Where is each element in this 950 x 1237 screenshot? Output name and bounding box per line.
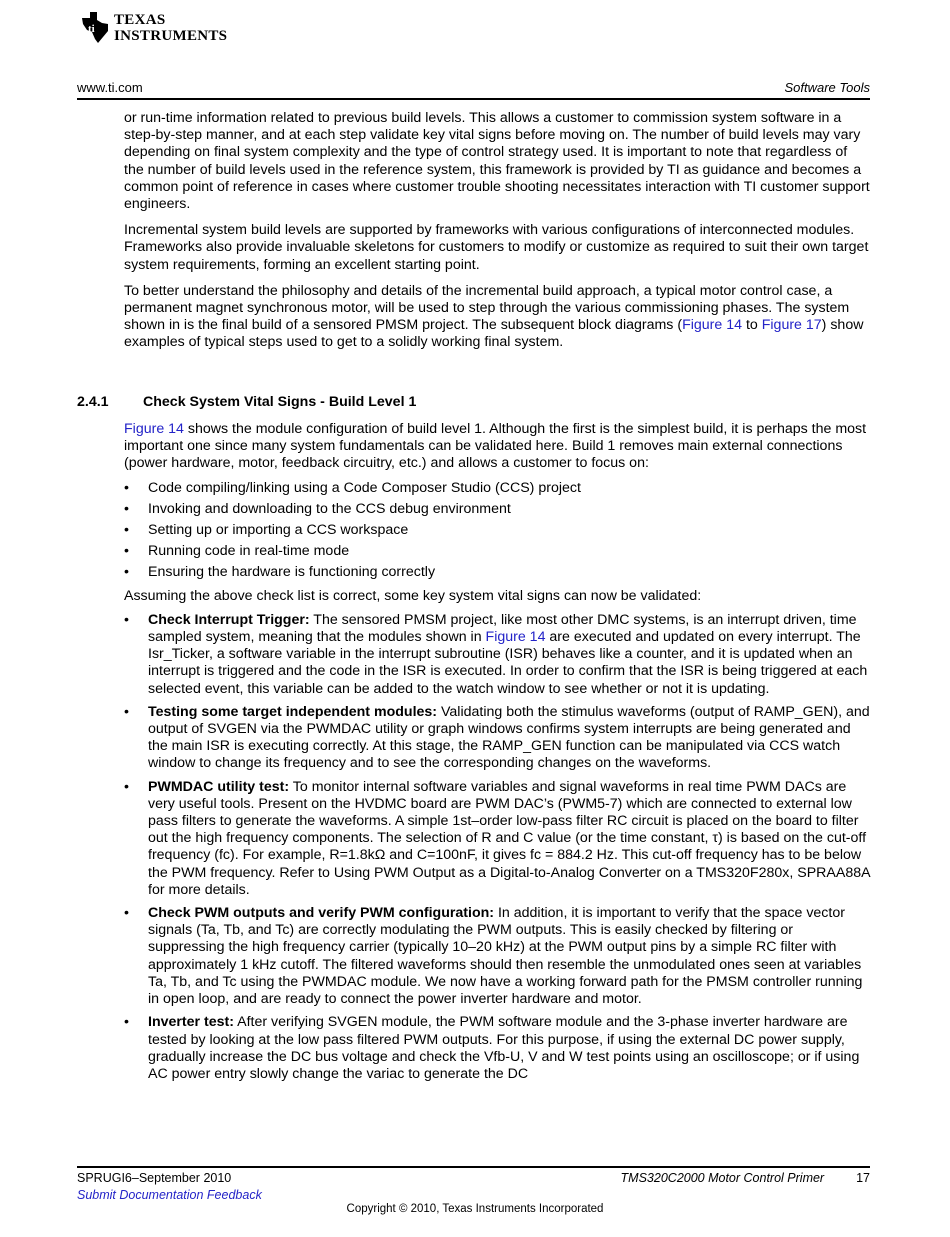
footer-doc-title: TMS320C2000 Motor Control Primer <box>620 1171 825 1185</box>
footer-doc-id: SPRUGI6–September 2010 <box>77 1171 232 1185</box>
body-text <box>124 110 870 361</box>
intro-paragraph <box>124 421 870 473</box>
bullet: • <box>124 905 129 922</box>
vital-sign-item <box>124 905 870 1008</box>
checklist <box>124 480 870 582</box>
vital-sign-item <box>124 704 870 773</box>
logo-line-2: INSTRUMENTS <box>114 28 228 44</box>
checklist-item <box>124 480 870 497</box>
checklist-item-text: Running code in real-time mode <box>148 543 350 560</box>
intro-text: shows the module configuration of build level 1. Although the first is the simplest build, it is perhaps the most important one since many system fundamentals can be validated here. Build 1 removes main external connections (power hardware, motor, feedback circuitry, etc.) and allows a customer to focus on: <box>124 421 867 472</box>
checklist-item-text: Code compiling/linking using a Code Composer Studio (CCS) project <box>148 479 581 496</box>
header-rule <box>77 98 870 100</box>
paragraph-3-text-b: to <box>742 317 762 334</box>
vital-sign-item <box>124 1014 870 1083</box>
item-text-b: are executed and updated on every interrupt. The Isr_Ticker, a software variable in the interrupt subroutine (ISR) behaves like a counter, and it is updated when an interrupt is triggered and the code in the ISR is executed. In order to confirm that the ISR is being triggered at each selected event, this variable can be added to the watch window to see whether or not it is updating. <box>148 629 868 697</box>
section-number: 2.4.1 <box>77 394 109 410</box>
bullet: • <box>124 703 129 720</box>
vital-sign-item <box>124 779 870 899</box>
checklist-item <box>124 522 870 539</box>
item-figure-14-link[interactable]: Figure 14 <box>485 629 546 646</box>
bullet: • <box>124 543 129 560</box>
item-text: In addition, it is important to verify that the space vector signals (Ta, Tb, and Tc) are correctly modulating the PWM outputs. This is easily checked by filtering or suppressing the high frequency carrier (typically 10–20 kHz) at the PWM output pins by a simple RC filter with approximately 1 kHz cutoff. The filtered waveforms should then resemble the unmodulated ones seen at variables Ta, Tb, and Tc using the PWMDAC module. We now have a working forward path for the PMSM controller running in open loop, and are ready to connect the power inverter hardware and motor. <box>148 905 863 1008</box>
item-title: PWMDAC utility test: <box>148 778 290 795</box>
paragraph-3-text-c: ) show examples of typical steps used to get to a solidly working final system. <box>124 317 864 351</box>
checklist-item-text: Ensuring the hardware is functioning correctly <box>148 564 436 581</box>
vital-signs-list <box>124 612 870 1083</box>
item-title: Check Interrupt Trigger: <box>148 611 310 628</box>
header-section: Software Tools <box>784 80 870 95</box>
footer-rule <box>77 1166 870 1168</box>
section-heading <box>77 394 416 410</box>
figure-17-link[interactable]: Figure 17 <box>761 317 822 334</box>
page-number: 17 <box>856 1171 870 1185</box>
checklist-item-text: Invoking and downloading to the CCS debug environment <box>148 500 511 517</box>
svg-text:ti: ti <box>88 23 95 35</box>
item-text: The sensored PMSM project, like most other DMC systems, is an interrupt driven, time sampled system, meaning that the modules shown in <box>148 611 857 646</box>
bullet: • <box>124 500 129 517</box>
item-title: Testing some target independent modules: <box>148 703 438 720</box>
paragraph-3-text-a: To better understand the philosophy and details of the incremental build approach, a typical motor control case, a permanent magnet synchronous motor, will be used to step through the various commissioning phases. The system shown in is the final build of a sensored PMSM project. The subsequent block diagrams ( <box>124 282 850 334</box>
paragraph-1: or run-time information related to previous build levels. This allows a customer to commission system software in a step-by-step manner, and at each step validate key vital signs before moving on. The number of build levels may vary depending on final system complexity and the type of control strategy used. It is important to note that regardless of the number of build levels used in the reference system, this framework is provided by TI as guidance and becomes a common point of reference in cases where customer trouble shooting necessitates interaction with TI customer support engineers. <box>124 110 870 213</box>
copyright: Copyright © 2010, Texas Instruments Incorporated <box>346 1203 604 1215</box>
paragraph-3 <box>124 283 870 352</box>
bullet: • <box>124 522 129 539</box>
texas-state-icon <box>80 12 110 44</box>
logo-line-1: TEXAS <box>114 12 166 28</box>
checklist-item <box>124 501 870 518</box>
item-title: Inverter test: <box>148 1014 234 1031</box>
bullet: • <box>124 479 129 496</box>
ti-logo <box>80 12 227 44</box>
figure-14-link[interactable]: Figure 14 <box>682 317 743 334</box>
bullet: • <box>124 1014 129 1031</box>
item-text: After verifying SVGEN module, the PWM software module and the 3-phase inverter hardware are tested by looking at the low pass filtered PWM outputs. For this purpose, if using the external DC power supply, gradually increase the DC bus voltage and check the Vfb-U, V and W test points using an oscilloscope; or if using AC power entry slowly change the variac to generate the DC <box>148 1014 860 1082</box>
assume-paragraph: Assuming the above check list is correct, some key system vital signs can now be validated: <box>124 587 702 604</box>
section-body <box>124 421 870 1089</box>
item-text: To monitor internal software variables and signal waveforms in real time PWM DACs are very useful tools. Present on the HVDMC board are PWM DAC’s (PWM5-7) which are connected to external low pass filters to generate the waveforms. A simple 1st–order low-pass filter RC circuit is placed on the board to filter out the high frequency components. The selection of R and C value (or the time constant, τ) is based on the cut-off frequency (fc). For example, R=1.8kΩ and C=100nF, it gives fc = 884.2 Hz. This cut-off frequency has to be below the PWM frequency. Refer to Using PWM Output as a Digital-to-Analog Converter on a TMS320F280x, SPRAA88A for more details. <box>148 778 870 898</box>
header-website: www.ti.com <box>77 80 143 95</box>
bullet: • <box>124 611 129 628</box>
checklist-item-text: Setting up or importing a CCS workspace <box>148 522 409 539</box>
section-title: Check System Vital Signs - Build Level 1 <box>143 394 417 410</box>
ti-wordmark <box>114 12 227 44</box>
checklist-item <box>124 564 870 581</box>
page-header <box>77 80 870 98</box>
bullet: • <box>124 778 129 795</box>
item-title: Check PWM outputs and verify PWM configuration: <box>148 905 495 922</box>
item-text: Validating both the stimulus waveforms (output of RAMP_GEN), and output of SVGEN via the PWMDAC utility or graph windows confirms system interrupts are being generated and the main ISR is executing correctly. At this stage, the RAMP_GEN function can be manipulated via CCS watch window to change its frequency and to see the corresponding changes on the waveforms. <box>148 703 870 772</box>
feedback-link[interactable]: Submit Documentation Feedback <box>77 1188 262 1202</box>
bullet: • <box>124 564 129 581</box>
page-footer <box>77 1170 870 1204</box>
paragraph-2: Incremental system build levels are supported by frameworks with various configurations of interconnected modules. Frameworks also provide invaluable skeletons for customers to modify or customize as required to suit their own target system requirements, forming an excellent starting point. <box>124 222 869 273</box>
checklist-item <box>124 543 870 560</box>
vital-sign-item <box>124 612 870 698</box>
intro-figure-14-link[interactable]: Figure 14 <box>124 421 184 437</box>
